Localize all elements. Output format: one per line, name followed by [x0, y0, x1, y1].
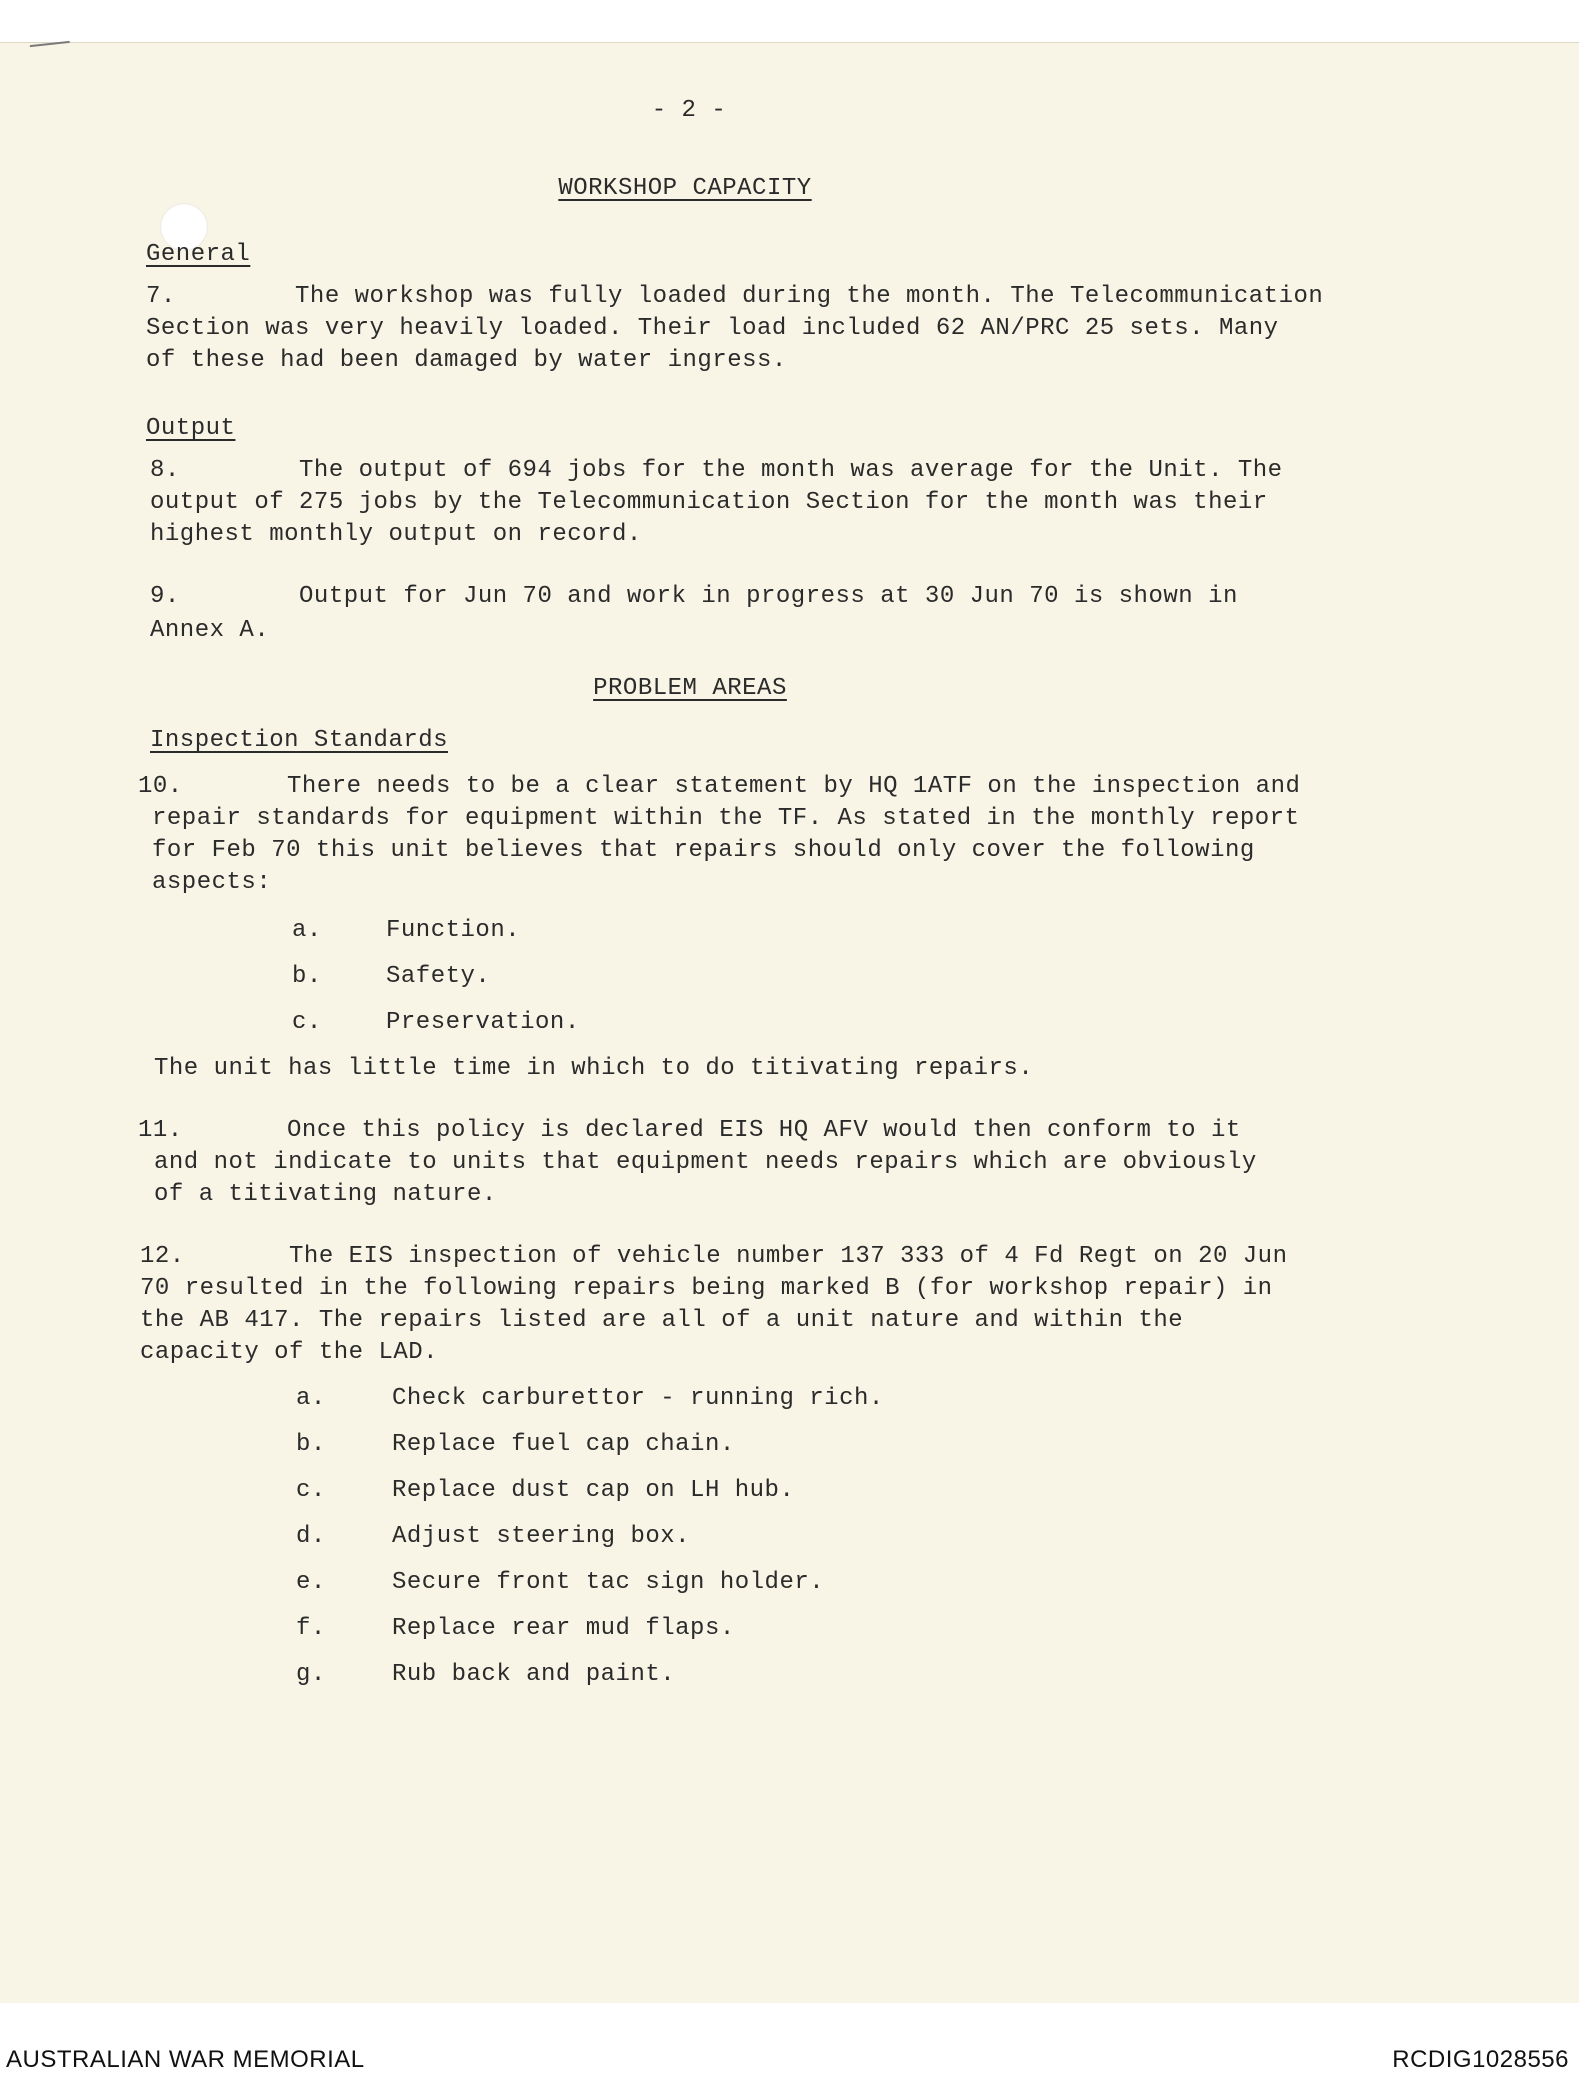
heading-general: General: [146, 241, 251, 268]
list-12-d-letter: d.: [296, 1523, 326, 1550]
list-12-g-text: Rub back and paint.: [392, 1661, 676, 1688]
list-10-b-letter: b.: [292, 963, 322, 990]
list-12-a-text: Check carburettor - running rich.: [392, 1385, 884, 1412]
list-12-a-letter: a.: [296, 1385, 326, 1412]
para-12-line-3: the AB 417. The repairs listed are all of a unit nature and within the: [140, 1307, 1184, 1334]
para-11-line-3: of a titivating nature.: [154, 1181, 497, 1208]
paper-mark: [30, 41, 70, 51]
list-12-f-text: Replace rear mud flaps.: [392, 1615, 735, 1642]
list-12-f-letter: f.: [296, 1615, 326, 1642]
para-12-line-4: capacity of the LAD.: [140, 1339, 439, 1366]
list-10-a-letter: a.: [292, 917, 322, 944]
list-12-c-letter: c.: [296, 1477, 326, 1504]
para-10-line-1: 10. There needs to be a clear statement by HQ 1ATF on the inspection and: [138, 773, 1301, 800]
para-10-line-3: for Feb 70 this unit believes that repairs should only cover the following: [152, 837, 1255, 864]
para-10-closing: The unit has little time in which to do titivating repairs.: [154, 1055, 1034, 1082]
para-10-line-4: aspects:: [152, 869, 272, 896]
para-7-line-2: Section was very heavily loaded. Their load included 62 AN/PRC 25 sets. Many: [146, 315, 1279, 342]
list-10-c-text: Preservation.: [386, 1009, 580, 1036]
list-12-e-text: Secure front tac sign holder.: [392, 1569, 825, 1596]
para-10-line-2: repair standards for equipment within the TF. As stated in the monthly report: [152, 805, 1300, 832]
list-10-a-text: Function.: [386, 917, 521, 944]
para-8-line-3: highest monthly output on record.: [150, 521, 642, 548]
para-7-line-1: 7. The workshop was fully loaded during the month. The Telecommunication: [146, 283, 1324, 310]
heading-inspection-standards: Inspection Standards: [150, 727, 449, 754]
para-7-line-3: of these had been damaged by water ingress.: [146, 347, 787, 374]
para-9-line-1: 9. Output for Jun 70 and work in progress at 30 Jun 70 is shown in: [150, 583, 1238, 610]
list-12-b-letter: b.: [296, 1431, 326, 1458]
para-11-line-2: and not indicate to units that equipment needs repairs which are obviously: [154, 1149, 1257, 1176]
heading-output: Output: [146, 415, 236, 442]
para-11-line-1: 11. Once this policy is declared EIS HQ AFV would then conform to it: [138, 1117, 1241, 1144]
list-12-g-letter: g.: [296, 1661, 326, 1688]
para-8-line-1: 8. The output of 694 jobs for the month was average for the Unit. The: [150, 457, 1283, 484]
document-page: [0, 42, 1579, 2003]
list-12-e-letter: e.: [296, 1569, 326, 1596]
list-12-d-text: Adjust steering box.: [392, 1523, 691, 1550]
para-8-line-2: output of 275 jobs by the Telecommunication Section for the month was their: [150, 489, 1268, 516]
para-12-line-2: 70 resulted in the following repairs being marked B (for workshop repair) in: [140, 1275, 1273, 1302]
list-12-b-text: Replace fuel cap chain.: [392, 1431, 735, 1458]
footer-record-id: RCDIG1028556: [1392, 2046, 1569, 2073]
list-10-b-text: Safety.: [386, 963, 491, 990]
para-12-line-1: 12. The EIS inspection of vehicle number 137 333 of 4 Fd Regt on 20 Jun: [140, 1243, 1288, 1270]
section-title-workshop-capacity: WORKSHOP CAPACITY: [558, 175, 812, 202]
page-number: - 2 -: [651, 97, 727, 124]
para-9-line-2: Annex A.: [150, 617, 270, 644]
footer-archive-name: AUSTRALIAN WAR MEMORIAL: [6, 2046, 365, 2073]
section-title-problem-areas: PROBLEM AREAS: [593, 675, 787, 702]
list-12-c-text: Replace dust cap on LH hub.: [392, 1477, 795, 1504]
list-10-c-letter: c.: [292, 1009, 322, 1036]
